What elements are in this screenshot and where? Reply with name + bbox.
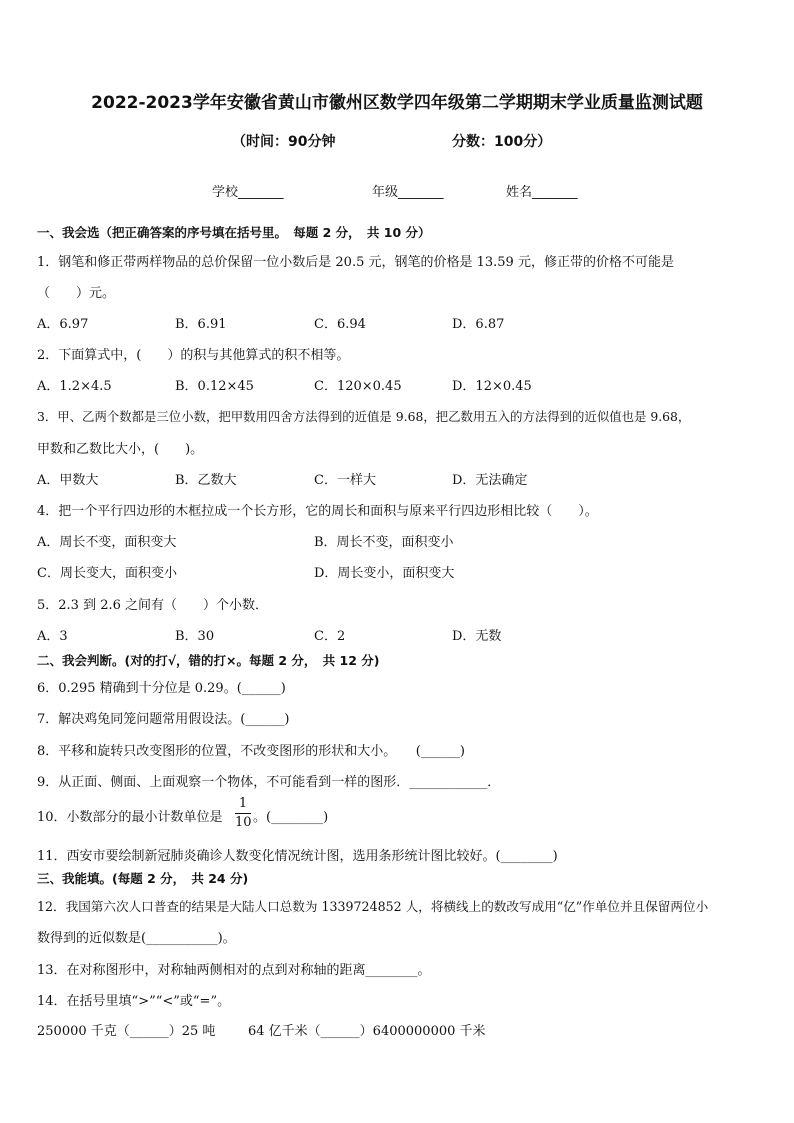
q1-option-c: C．6.94 (314, 317, 366, 332)
question-11: 11．西安市要绘制新冠肺炎确诊人数变化情况统计图，选用条形统计图比较好。(________) (37, 849, 558, 864)
exam-score: 分数：100分） (452, 134, 552, 150)
q5-option-d: D．无数 (452, 629, 502, 644)
question-5: 5．2.3 到 2.6 之间有（ ）个小数． (37, 598, 269, 613)
q4-option-b: B．周长不变，面积变小 (314, 535, 454, 550)
question-12-cont: 数得到的近似数是(___________)。 (37, 931, 236, 946)
question-2: 2．下面算式中，( ）的积与其他算式的积不相等。 (37, 348, 350, 363)
question-9: 9．从正面、侧面、上面观察一个物体，不可能看到一样的图形．____________． (37, 775, 501, 790)
question-12: 12．我国第六次人口普查的结果是大陆人口总数为 1339724852 人，将横线上的数改写成用“亿”作单位并且保留两位小 (37, 899, 709, 914)
exam-title: 2022-2023学年安徽省黄山市徽州区数学四年级第二学期期末学业质量监测试题 (91, 93, 703, 113)
school-field: 学校_______ (212, 185, 284, 200)
question-13: 13．在对称图形中，对称轴两侧相对的点到对称轴的距离________。 (37, 963, 431, 978)
q2-option-b: B．0.12×45 (175, 379, 254, 394)
question-14-b: 64 亿千米（______）6400000000 千米 (248, 1024, 486, 1039)
fraction-numerator: 1 (235, 795, 251, 814)
fraction-one-tenth (235, 795, 251, 832)
q3-option-d: D．无法确定 (452, 473, 528, 488)
q2-option-c: C．120×0.45 (314, 379, 402, 394)
grade-field: 年级_______ (372, 185, 444, 200)
question-1: 1．钢笔和修正带两样物品的总价保留一位小数后是 20.5 元，钢笔的价格是 13.59 元，修正带的价格不可能是 (37, 255, 674, 270)
question-10-prefix: 10．小数部分的最小计数单位是 (37, 810, 223, 825)
q5-option-a: A．3 (37, 629, 68, 644)
q1-option-d: D．6.87 (452, 317, 505, 332)
question-14: 14．在括号里填“>”“<”或“=”。 (37, 994, 231, 1009)
q3-option-b: B．乙数大 (175, 473, 237, 488)
q3-option-a: A．甲数大 (37, 473, 99, 488)
q4-option-c: C．周长变大，面积变小 (37, 566, 177, 581)
question-14-a: 250000 千克（______）25 吨 (37, 1024, 216, 1039)
q4-option-a: A．周长不变，面积变大 (37, 535, 177, 550)
section-heading-fill: 三、我能填。(每题 2 分， 共 24 分) (37, 871, 249, 886)
q5-option-c: C．2 (314, 629, 346, 644)
exam-time: （时间：90分钟 (232, 134, 336, 150)
question-7: 7．解决鸡兔同笼问题常用假设法。(______) (37, 712, 290, 727)
fraction-denominator: 10 (235, 815, 252, 830)
q1-option-b: B．6.91 (175, 317, 227, 332)
q2-option-d: D．12×0.45 (452, 379, 532, 394)
question-10-suffix: 。(________) (253, 810, 329, 825)
q4-option-d: D．周长变小，面积变大 (314, 566, 455, 581)
section-heading-judge: 二、我会判断。(对的打√，错的打×。每题 2 分， 共 12 分) (37, 653, 380, 668)
question-1-cont: （ ）元。 (37, 286, 116, 301)
question-3-cont: 甲数和乙数比大小，( )。 (37, 442, 204, 457)
name-field: 姓名_______ (506, 185, 578, 200)
section-heading-choice: 一、我会选（把正确答案的序号填在括号里。 每题 2 分， 共 10 分） (37, 225, 431, 240)
question-3: 3．甲、乙两个数都是三位小数，把甲数用四舍方法得到的近值是 9.68，把乙数用五入的方法得到的近似值也是 9.68， (37, 409, 691, 424)
question-6: 6．0.295 精确到十分位是 0.29。(______) (37, 681, 286, 696)
q1-option-a: A．6.97 (37, 317, 89, 332)
q3-option-c: C．一样大 (314, 473, 376, 488)
q2-option-a: A．1.2×4.5 (37, 379, 112, 394)
q5-option-b: B．30 (175, 629, 215, 644)
question-4: 4．把一个平行四边形的木框拉成一个长方形，它的周长和面积与原来平行四边形相比较（ ）。 (37, 504, 598, 519)
question-8: 8．平移和旋转只改变图形的位置，不改变图形的形状和大小。 (______) (37, 744, 465, 759)
